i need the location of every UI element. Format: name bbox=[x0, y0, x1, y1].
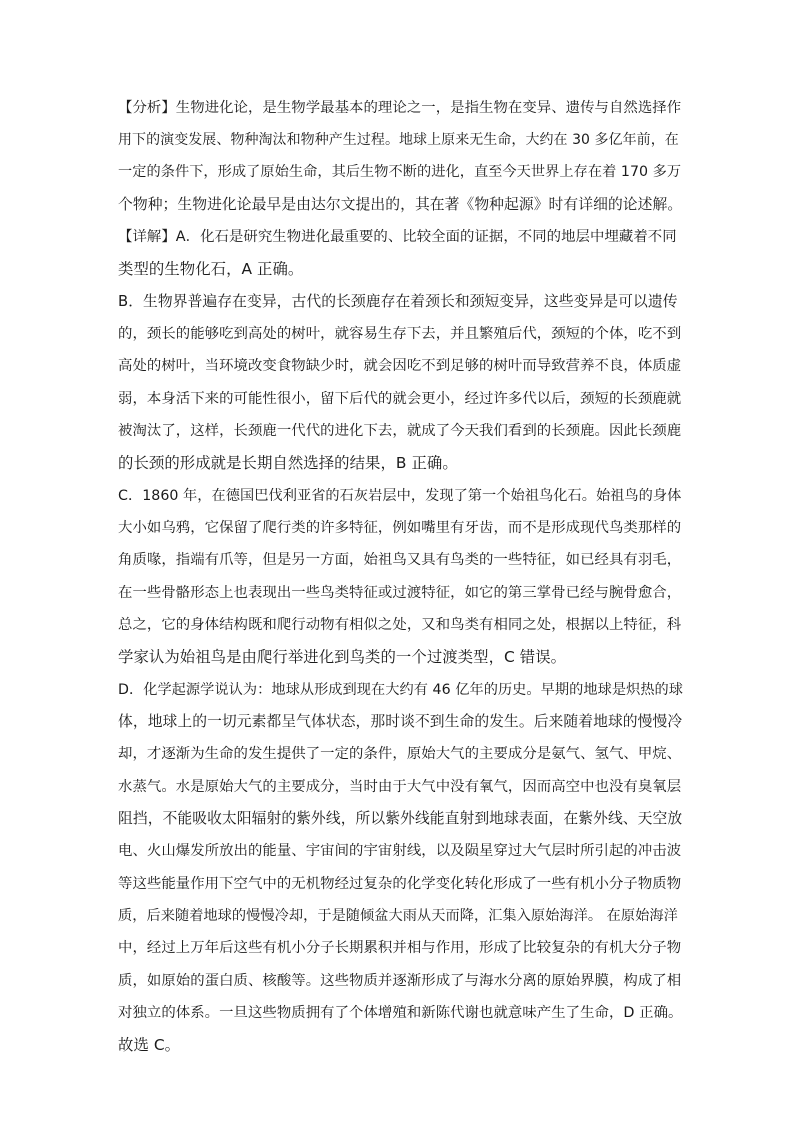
text-line: 的，颈长的能够吃到高处的树叶，就容易生存下去，并且繁殖后代，颈短的个体，吃不到 bbox=[118, 326, 682, 342]
text-line: 一定的条件下，形成了原始生命，其后生物不断的进化，直至今天世界上存在着 170 多万 bbox=[118, 164, 682, 180]
text-line: 用下的演变发展、物种淘汰和物种产生过程。地球上原来无生命，大约在 30 多亿年前，在 bbox=[118, 132, 679, 148]
text-line: 总之，它的身体结构既和爬行动物有相似之处，又和鸟类有相同之处，根据以上特征，科 bbox=[118, 617, 682, 633]
text-line: 质，后来随着地球的慢慢冷却，于是随倾盆大雨从天而降，汇集入原始海洋。 在原始海洋 bbox=[118, 908, 678, 924]
text-line: 角质喙，指端有爪等，但是另一方面，始祖鸟又具有鸟类的一些特征，如已经具有羽毛， bbox=[118, 552, 682, 568]
text-line: 大小如乌鸦，它保留了爬行类的许多特征，例如嘴里有牙齿，而不是形成现代鸟类那样的 bbox=[118, 520, 682, 536]
text-line: 等这些能量作用下空气中的无机物经过复杂的化学变化转化形成了一些有机小分子物质物 bbox=[118, 876, 682, 892]
text-line: 弱，本身活下来的可能性很小，留下后代的就会更小，经过许多代以后，颈短的长颈鹿就 bbox=[118, 391, 682, 407]
text-line: 高处的树叶，当环境改变食物缺少时，就会因吃不到足够的树叶而导致营养不良，体质虚 bbox=[118, 358, 682, 374]
text-line: 电、火山爆发所放出的能量、宇宙间的宇宙射线，以及陨星穿过大气层时所引起的冲击波 bbox=[118, 843, 682, 859]
text-line: 体，地球上的一切元素都呈气体状态，那时谈不到生命的发生。后来随着地球的慢慢冷 bbox=[118, 713, 683, 730]
text-line: 被淘汰了，这样，长颈鹿一代代的进化下去，就成了今天我们看到的长颈鹿。因此长颈鹿 bbox=[118, 423, 682, 439]
text-line: 对独立的体系。一旦这些物质拥有了个体增殖和新陈代谢也就意味产生了生命，D 正确。 bbox=[118, 1005, 683, 1021]
text-line: 质，如原始的蛋白质、核酸等。这些物质并逐渐形成了与海水分离的原始界膜，构成了相 bbox=[118, 973, 682, 989]
text-line: 却，才逐渐为生命的发生提供了一定的条件，原始大气的主要成分是氨气、氢气、甲烷、 bbox=[118, 746, 682, 762]
text-line: 中，经过上万年后这些有机小分子长期累积并相与作用，形成了比较复杂的有机大分子物 bbox=[118, 940, 682, 956]
text-line: D．化学起源学说认为：地球从形成到现在大约有 46 亿年的历史。早期的地球是炽热的球 bbox=[118, 682, 684, 698]
text-line: 阻挡，不能吸收太阳辐射的紫外线，所以紫外线能直射到地球表面，在紫外线、天空放 bbox=[118, 810, 683, 827]
text-line: 的长颈的形成就是长期自然选择的结果，B 正确。 bbox=[118, 454, 458, 472]
text-line: 【分析】生物进化论，是生物学最基本的理论之一，是指生物在变异、遗传与自然选择作 bbox=[118, 100, 682, 116]
text-line: 故选 C。 bbox=[118, 1036, 181, 1054]
text-line: C．1860 年，在德国巴伐利亚省的石灰岩层中，发现了第一个始祖鸟化石。始祖鸟的身体 bbox=[118, 488, 682, 504]
text-line: B．生物界普遍存在变异，古代的长颈鹿存在着颈长和颈短变异，这些变异是可以遗传 bbox=[118, 293, 678, 310]
text-line: 在一些骨骼形态上也表现出一些鸟类特征或过渡特征，如它的第三掌骨已经与腕骨愈合， bbox=[118, 585, 682, 601]
text-line: 【详解】A．化石是研究生物进化最重要的、比较全面的证据，不同的地层中埋藏着不同 bbox=[118, 229, 677, 245]
text-line: 水蒸气。水是原始大气的主要成分，当时由于大气中没有氧气，因而高空中也没有臭氧层 bbox=[118, 779, 682, 795]
text-line: 类型的生物化石，A 正确。 bbox=[118, 260, 304, 278]
text-line: 学家认为始祖鸟是由爬行举进化到鸟类的一个过渡类型，C 错误。 bbox=[118, 648, 567, 666]
text-line: 个物种；生物进化论最早是由达尔文提出的，其在著《物种起源》时有详细的论述解。 bbox=[118, 196, 683, 213]
